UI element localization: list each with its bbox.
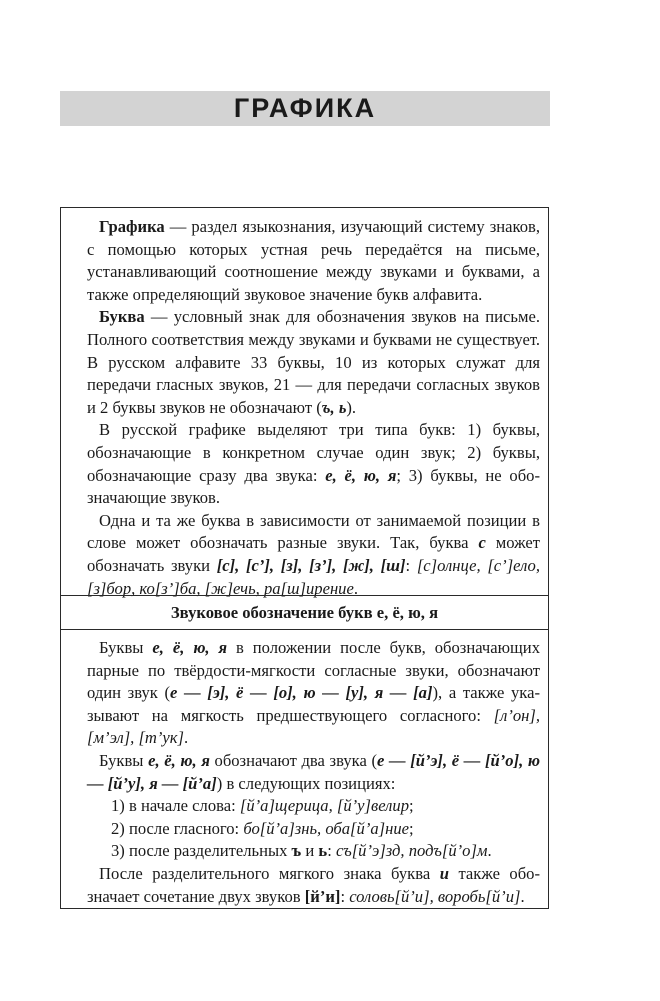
paragraph-text: В русской графике выделяют три типа букв: 1) буквы, обозначающие в конкретном случае один звук; 2) буквы, обозначающие сразу два звука: [87,420,540,485]
paragraph-text: Буквы [99,750,149,770]
paragraph-grafika [87,216,540,306]
paragraph-text: После разделительного мягкого знака буква [99,863,440,883]
examples-soft: [л’он], [м’эл], [т’ук] [87,705,540,748]
paragraph-letter-types [87,419,540,509]
sounds-of-s: [с], [с’], [з], [з’], [ж], [ш] [216,555,406,575]
list-label: 1) в начале слова: [111,796,240,816]
list-examples: [й’а]щерица, [й’у]велир [239,796,409,816]
letters-e-yo-yu-ya: е, ё, ю, я [152,638,228,657]
paragraph-text: ), а также указывают на мягкость предшествующего согласного: [87,683,540,725]
rule-box [60,207,549,909]
paragraph-text: . [520,886,525,906]
paragraph-text: и [301,841,319,861]
list-item [87,795,540,818]
sound-pairs-iot: е — [й’э], ё — [й’о], ю — [й’у], я — [й’а] [87,750,540,793]
paragraph-text: также обозначает сочетание двух звуков [87,863,540,906]
paragraph-one-sound [87,637,540,750]
paragraph-letter-s [87,510,540,600]
paragraph-text: . [353,578,358,598]
letters-e-yo-yu-ya: е, ё, ю, я [148,750,210,770]
letters-two-sounds: е, ё, ю, я [325,465,397,485]
paragraph-text: : [340,886,350,906]
section-graphics [87,216,540,600]
title-band [60,91,550,126]
section-vowel-letters [87,637,540,908]
soft-sign: ь [318,841,328,861]
paragraph-two-sounds [87,750,540,795]
list-label: 2) после гласного: [111,818,244,838]
sound-pairs: е — [э], ё — [о], ю — [у], я — [а] [170,683,433,703]
subheading: Звуковое обозначение букв е, ё, ю, я [170,603,439,622]
paragraph-text: может обозначать звуки [87,533,541,575]
examples-yi: соловь[й’и], воробь[й’и] [349,886,521,906]
paragraph-text: ) в следующих позициях: [216,773,396,793]
sound-yi: [й’и] [304,886,341,906]
paragraph-text: ; [409,796,414,816]
divider [61,629,548,630]
letter-s: с [478,533,486,553]
page-title: ГРАФИКА [233,93,377,123]
paragraph-text: ). [346,397,357,417]
examples-s: [с]олнце, [с’]ело, [з]бор, ко[з’]ба, [ж]ечь, ра[ш]ирение [87,555,540,598]
list-examples: бо[й’а]знь, оба[й’а]ние [243,818,409,838]
hard-sign: ъ [291,841,302,861]
paragraph-text: обозначают два звука ( [209,750,378,770]
paragraph-text: — раздел языкознания, изучающий систему знаков, с помощью которых устная речь передаётся на письме, устанавливающий соотношение между звуками и буквами, а также определяющий звуковое значение букв алфавита. [87,217,540,304]
list-item [87,818,540,841]
paragraph-bukva [87,306,540,419]
paragraph-text: в положении после букв, обозначающих парные по твёрдости-мягкости согласные звуки, обозначают один звук ( [87,638,540,703]
paragraph-text: : [405,555,417,575]
paragraph-text: ; [409,818,414,838]
list-label: 3) после разделительных [111,841,292,861]
paragraph-text: Буквы [99,638,153,657]
term-grafika: Графика [99,217,165,236]
paragraph-text: Одна и та же буква в зависимости от занимаемой позиции в слове может обозначать разные звуки. Так, буква [87,510,540,553]
paragraph-text: ; 3) буквы, не обозначающие звуков. [87,465,540,508]
paragraph-text: — условный знак для обозначения звуков на письме. Полного соответствия между звуками и буквами не существует. В русском алфавите 33 буквы, 10 из которых служат для передачи гласных звуков, 21 — для передачи согласных звуков и 2 буквы звуков не обозначают ( [87,307,540,417]
letters-no-sound: ъ, ь [321,397,347,417]
divider [61,595,548,596]
list-examples: съ[й’э]зд, подъ[й’о]м [335,841,488,861]
paragraph-text: : [327,841,336,861]
paragraph-text: . [184,728,189,748]
paragraph-letter-i [87,863,540,908]
paragraph-text: . [487,841,492,861]
list-item [87,840,540,863]
letter-i: и [439,863,449,883]
term-bukva: Буква [99,307,145,327]
